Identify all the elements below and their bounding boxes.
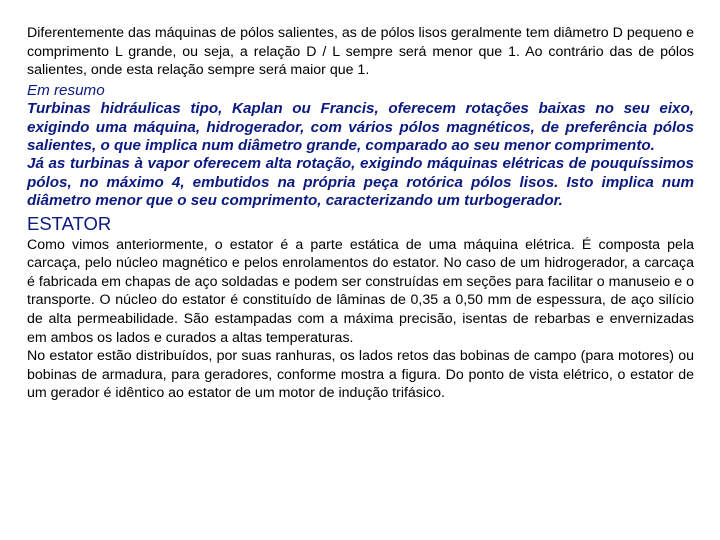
stator-paragraph-1: Como vimos anteriormente, o estator é a parte estática de uma máquina elétrica. É composta pela carcaça, pelo núcleo magnético e pelos enrolamentos do estator. No caso de um hidrogerador, a carcaça é fabricada em chapas de aço soldadas e podem ser construídas em seções para facilitar o manuseio e o transporte. O núcleo do estator é constituído de lâminas de 0,35 a 0,50 mm de espessura, de aço silício de alta permeabilidade. São estampadas com a máxima precisão, isentas de rebarbas e envernizadas em ambos os lados e curados a altas temperaturas. (27, 236, 694, 346)
intro-paragraph: Diferentemente das máquinas de pólos salientes, as de pólos lisos geralmente tem diâmetro D pequeno e comprimento L grande, ou seja, a relação D / L sempre será menor que 1. Ao contrário das de pólos salientes, onde esta relação sempre será maior que 1. (27, 25, 694, 79)
document-page (27, 24, 694, 403)
stator-paragraph-2: No estator estão distribuídos, por suas ranhuras, os lados retos das bobinas de campo (para motores) ou bobinas de armadura, para geradores, conforme mostra a figura. Do ponto de vista elétrico, o estator de um gerador é idêntico ao estator de um motor de indução trifásico. (27, 348, 694, 402)
summary-paragraph-hydraulic: Turbinas hidráulicas tipo, Kaplan ou Francis, oferecem rotações baixas no seu eixo, exigindo uma máquina, hidrogerador, com vários pólos magnéticos, de preferência pólos salientes, o que implica num diâmetro grande, comparado ao seu menor comprimento. (27, 100, 694, 154)
summary-paragraph-steam: Já as turbinas à vapor oferecem alta rotação, exigindo máquinas elétricas de pouquíssimos pólos, no máximo 4, embutidos na própria peça rotórica pólos lisos. Isto implica num diâmetro menor que o seu comprimento, caracterizando um turbogerador. (27, 155, 694, 210)
section-title-stator: ESTATOR (27, 212, 112, 234)
summary-heading: Em resumo (27, 81, 105, 99)
